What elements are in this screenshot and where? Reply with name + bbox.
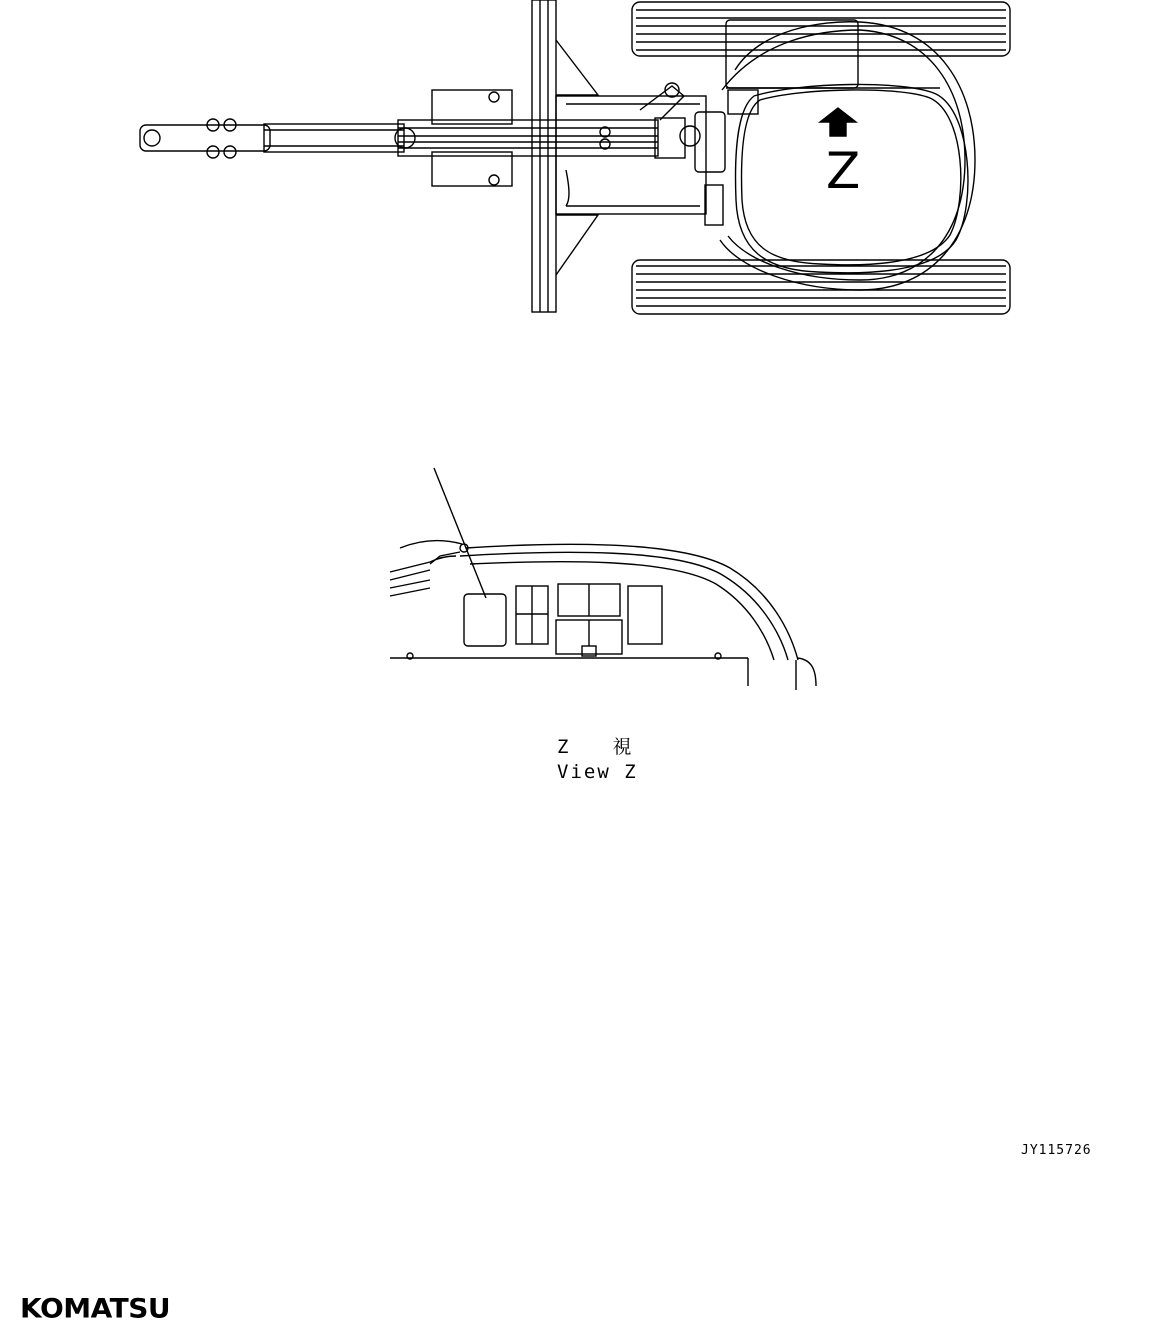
cab-roof-profile	[390, 541, 798, 660]
view-marker-label: Z	[826, 142, 861, 200]
cab-body-line	[390, 653, 816, 690]
view-caption-jp: Z 視	[557, 736, 634, 758]
view-caption-en: View Z	[557, 761, 638, 783]
drawing-reference-number: JY115726	[1021, 1143, 1092, 1158]
decal-box	[464, 594, 506, 646]
leader-line	[434, 468, 486, 598]
komatsu-logo: KOMATSU	[20, 1292, 171, 1324]
roof-panels	[516, 584, 662, 656]
